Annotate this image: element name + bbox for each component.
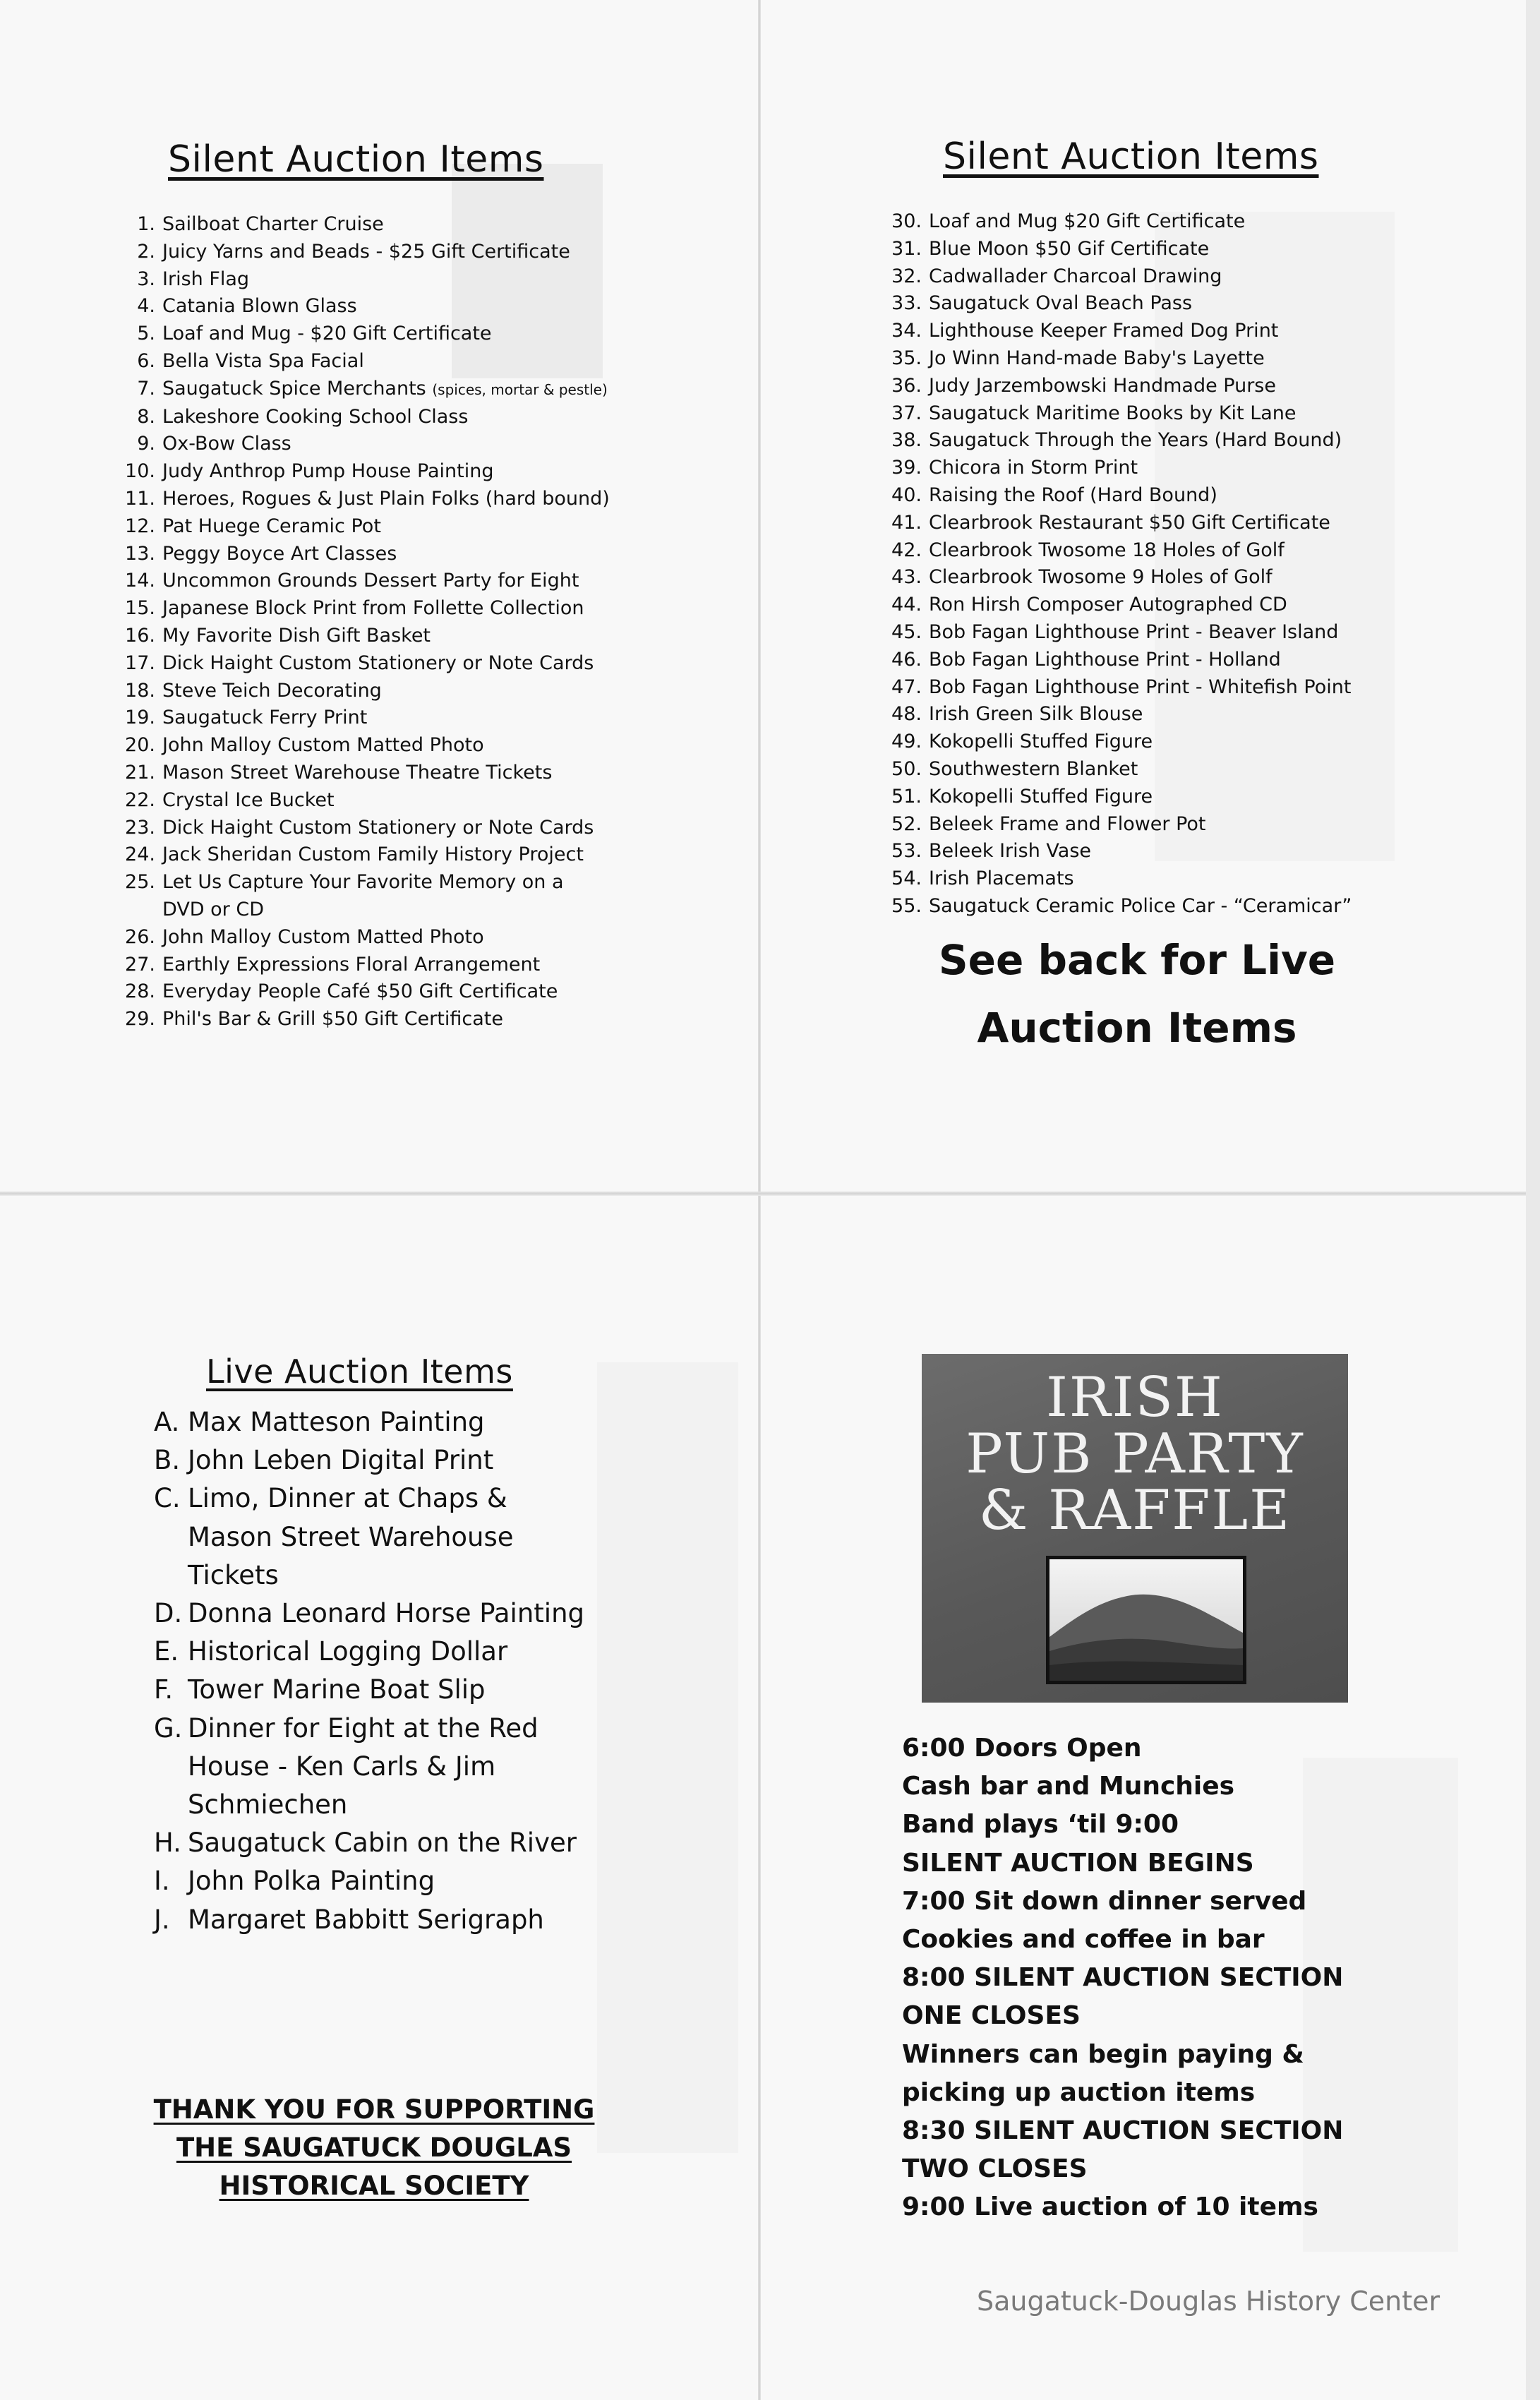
item-number: 35. xyxy=(891,347,922,369)
item-text: John Polka Painting xyxy=(188,1866,435,1897)
item-text: Dinner for Eight at the Red House - Ken Carls & Jim Schmiechen xyxy=(188,1712,539,1820)
item-number: 32. xyxy=(891,265,922,287)
item-text: Let Us Capture Your Favorite Memory on a DVD or CD xyxy=(162,871,564,920)
item-number: 30. xyxy=(891,210,922,232)
list-item xyxy=(889,208,1426,236)
silent-auction-list-left xyxy=(123,211,610,1033)
item-text: Steve Teich Decorating xyxy=(162,679,382,702)
list-item xyxy=(123,1006,610,1033)
item-text: Catania Blown Glass xyxy=(162,295,357,318)
item-number: 9. xyxy=(137,433,155,455)
item-text: Phil's Bar & Grill $50 Gift Certificate xyxy=(162,1008,503,1031)
item-number: 23. xyxy=(125,816,155,839)
item-text: Donna Leonard Horse Painting xyxy=(188,1598,585,1629)
list-item xyxy=(123,952,610,979)
cover-title-line: & RAFFLE xyxy=(978,1479,1292,1542)
list-item xyxy=(123,650,610,678)
item-number: 13. xyxy=(125,542,155,565)
item-text: Everyday People Café $50 Gift Certificate xyxy=(162,980,558,1003)
item-text: Southwestern Blanket xyxy=(929,757,1138,780)
silent-auction-title-left: Silent Auction Items xyxy=(168,138,544,181)
item-number: 21. xyxy=(125,761,155,784)
schedule-line: Band plays ‘til 9:00 xyxy=(902,1810,1179,1840)
item-text: Loaf and Mug $20 Gift Certificate xyxy=(929,210,1246,232)
item-letter: H. xyxy=(154,1828,181,1859)
item-text: Ox-Bow Class xyxy=(162,433,291,455)
item-text: Beleek Frame and Flower Pot xyxy=(929,812,1206,835)
schedule-line: Cookies and coffee in bar xyxy=(902,1925,1265,1955)
list-item xyxy=(123,458,610,486)
item-number: 14. xyxy=(125,570,155,592)
item-letter: C. xyxy=(154,1483,181,1514)
item-number: 8. xyxy=(137,405,155,428)
silent-auction-list-right xyxy=(889,208,1426,920)
item-text: Lakeshore Cooking School Class xyxy=(162,405,469,428)
schedule-line: 7:00 Sit down dinner served xyxy=(902,1886,1307,1916)
item-text: Judy Jarzembowski Handmade Purse xyxy=(929,374,1276,397)
item-number: 55. xyxy=(891,894,922,917)
list-item xyxy=(889,865,1426,893)
item-number: 52. xyxy=(891,812,922,835)
cover-title xyxy=(922,1366,1348,1542)
list-item xyxy=(889,482,1426,510)
schedule-line: 8:00 SILENT AUCTION SECTION ONE CLOSES xyxy=(902,1963,1344,2031)
list-item xyxy=(123,595,610,623)
item-number: 50. xyxy=(891,757,922,780)
hills-landscape-icon xyxy=(1049,1559,1243,1681)
item-number: 11. xyxy=(125,487,155,510)
list-item xyxy=(889,373,1426,400)
item-number: 41. xyxy=(891,511,922,534)
schedule-line: Winners can begin paying & picking up auction items xyxy=(902,2039,1304,2107)
item-number: 40. xyxy=(891,484,922,506)
list-item xyxy=(123,924,610,952)
item-number: 29. xyxy=(125,1008,155,1031)
item-text: Uncommon Grounds Dessert Party for Eight xyxy=(162,570,579,592)
item-number: 28. xyxy=(125,980,155,1003)
item-text: Pat Huege Ceramic Pot xyxy=(162,515,381,537)
item-text: John Leben Digital Print xyxy=(188,1445,494,1476)
item-text: Irish Flag xyxy=(162,268,250,290)
item-number: 19. xyxy=(125,707,155,729)
item-text: Dick Haight Custom Stationery or Note Cards xyxy=(162,652,594,674)
list-item xyxy=(123,541,610,568)
item-text: Irish Green Silk Blouse xyxy=(929,703,1143,726)
schedule-line: SILENT AUCTION BEGINS xyxy=(902,1848,1254,1878)
item-text: Margaret Babbitt Serigraph xyxy=(188,1904,544,1935)
item-text: Saugatuck Through the Years (Hard Bound) xyxy=(929,429,1342,452)
item-number: 15. xyxy=(125,597,155,620)
list-item xyxy=(123,320,610,348)
cover-title-line: PUB PARTY xyxy=(965,1422,1304,1486)
list-item xyxy=(123,293,610,320)
item-text: Judy Anthrop Pump House Painting xyxy=(162,460,494,483)
live-item xyxy=(154,1671,591,1709)
item-text: Saugatuck Spice Merchants xyxy=(162,377,426,400)
list-item xyxy=(123,732,610,760)
list-item xyxy=(123,404,610,431)
item-number: 7. xyxy=(137,377,155,400)
cover-title-line: IRISH xyxy=(1046,1366,1224,1429)
item-number: 31. xyxy=(891,237,922,260)
item-number: 22. xyxy=(125,788,155,811)
list-item xyxy=(889,619,1426,647)
item-number: 10. xyxy=(125,460,155,483)
item-number: 20. xyxy=(125,734,155,757)
item-text: Bob Fagan Lighthouse Print - Whitefish Point xyxy=(929,676,1352,698)
item-letter: A. xyxy=(154,1407,180,1437)
thank-you-line: THE SAUGATUCK DOUGLAS xyxy=(176,2132,572,2163)
item-text: Clearbrook Twosome 18 Holes of Golf xyxy=(929,539,1285,561)
item-text: Japanese Block Print from Follette Collection xyxy=(162,597,584,620)
item-letter: I. xyxy=(154,1866,170,1897)
item-text: Beleek Irish Vase xyxy=(929,840,1092,863)
schedule-line: 8:30 SILENT AUCTION SECTION TWO CLOSES xyxy=(902,2116,1344,2184)
item-number: 1. xyxy=(137,213,155,235)
list-item xyxy=(889,455,1426,482)
live-item xyxy=(154,1710,591,1825)
list-item xyxy=(123,431,610,458)
item-text: Limo, Dinner at Chaps & Mason Street Warehouse Tickets xyxy=(188,1483,514,1590)
schedule-line: 6:00 Doors Open xyxy=(902,1734,1142,1763)
item-text: Loaf and Mug - $20 Gift Certificate xyxy=(162,323,492,345)
live-item xyxy=(154,1633,591,1671)
item-text: John Malloy Custom Matted Photo xyxy=(162,734,484,757)
live-item xyxy=(154,1824,591,1862)
schedule-line: 9:00 Live auction of 10 items xyxy=(902,2192,1318,2222)
item-text: Saugatuck Ferry Print xyxy=(162,707,368,729)
item-number: 47. xyxy=(891,676,922,698)
list-item xyxy=(889,537,1426,565)
item-number: 6. xyxy=(137,349,155,372)
list-item xyxy=(889,592,1426,619)
live-item xyxy=(154,1441,591,1480)
item-number: 48. xyxy=(891,703,922,726)
item-letter: D. xyxy=(154,1598,183,1629)
event-schedule xyxy=(902,1729,1410,2227)
list-item xyxy=(889,838,1426,865)
schedule-line: Cash bar and Munchies xyxy=(902,1772,1235,1801)
item-number: 24. xyxy=(125,844,155,866)
item-number: 2. xyxy=(137,240,155,263)
item-number: 4. xyxy=(137,295,155,318)
list-item xyxy=(123,568,610,595)
item-text: Saugatuck Oval Beach Pass xyxy=(929,292,1193,315)
list-item xyxy=(123,978,610,1006)
list-item xyxy=(889,647,1426,674)
item-number: 38. xyxy=(891,429,922,452)
item-text: Peggy Boyce Art Classes xyxy=(162,542,397,565)
item-letter: B. xyxy=(154,1445,181,1476)
item-letter: F. xyxy=(154,1674,174,1705)
list-item xyxy=(889,427,1426,455)
list-item xyxy=(889,236,1426,263)
item-text: Saugatuck Cabin on the River xyxy=(188,1828,577,1859)
item-letter: E. xyxy=(154,1636,179,1667)
thank-you-note xyxy=(148,2091,600,2205)
list-item xyxy=(889,756,1426,784)
list-item xyxy=(889,893,1426,920)
item-text: Saugatuck Maritime Books by Kit Lane xyxy=(929,402,1297,424)
item-number: 16. xyxy=(125,624,155,647)
item-letter: G. xyxy=(154,1712,183,1744)
item-text: Saugatuck Ceramic Police Car - “Ceramicar” xyxy=(929,894,1352,917)
list-item xyxy=(889,263,1426,291)
item-text: Historical Logging Dollar xyxy=(188,1636,508,1667)
item-text: Irish Placemats xyxy=(929,868,1074,890)
list-item xyxy=(889,728,1426,756)
archive-credit: Saugatuck-Douglas History Center xyxy=(977,2286,1440,2317)
list-item xyxy=(123,760,610,787)
list-item xyxy=(123,678,610,705)
item-text: Earthly Expressions Floral Arrangement xyxy=(162,953,541,976)
item-number: 51. xyxy=(891,785,922,808)
item-number: 53. xyxy=(891,840,922,863)
item-text: Dick Haight Custom Stationery or Note Cards xyxy=(162,816,594,839)
item-number: 18. xyxy=(125,679,155,702)
item-number: 43. xyxy=(891,566,922,589)
item-text: Chicora in Storm Print xyxy=(929,457,1138,479)
live-auction-list xyxy=(154,1403,591,1939)
list-item xyxy=(123,486,610,513)
item-number: 17. xyxy=(125,652,155,674)
item-number: 25. xyxy=(125,871,155,894)
item-text: Kokopelli Stuffed Figure xyxy=(929,731,1153,753)
list-item xyxy=(123,869,610,924)
thank-you-line: THANK YOU FOR SUPPORTING xyxy=(153,2094,595,2125)
list-item xyxy=(889,318,1426,345)
see-back-line-1: See back for Live xyxy=(938,936,1336,984)
list-item xyxy=(123,266,610,294)
list-item xyxy=(123,376,610,404)
horizontal-fold xyxy=(0,1192,1540,1196)
item-text: Cadwallader Charcoal Drawing xyxy=(929,265,1222,287)
vertical-fold xyxy=(758,0,761,2400)
item-number: 46. xyxy=(891,648,922,671)
item-subtext: (spices, mortar & pestle) xyxy=(432,380,608,398)
item-text: Blue Moon $50 Gif Certificate xyxy=(929,237,1210,260)
silent-auction-title-right: Silent Auction Items xyxy=(943,136,1319,178)
item-text: My Favorite Dish Gift Basket xyxy=(162,624,431,647)
item-number: 5. xyxy=(137,323,155,345)
item-text: Clearbrook Twosome 9 Holes of Golf xyxy=(929,566,1273,589)
item-text: Tower Marine Boat Slip xyxy=(188,1674,486,1705)
item-number: 3. xyxy=(137,268,155,290)
landscape-photo xyxy=(1046,1556,1246,1684)
list-item xyxy=(123,211,610,239)
item-text: Bella Vista Spa Facial xyxy=(162,349,364,372)
list-item xyxy=(123,704,610,732)
item-text: Clearbrook Restaurant $50 Gift Certificate xyxy=(929,511,1330,534)
list-item xyxy=(123,623,610,650)
list-item xyxy=(123,787,610,815)
item-number: 33. xyxy=(891,292,922,315)
live-item xyxy=(154,1403,591,1441)
item-number: 54. xyxy=(891,868,922,890)
item-text: Juicy Yarns and Beads - $25 Gift Certificate xyxy=(162,240,570,263)
list-item xyxy=(123,239,610,266)
list-item xyxy=(889,290,1426,318)
page-edge xyxy=(1526,0,1540,2400)
item-text: Mason Street Warehouse Theatre Tickets xyxy=(162,761,553,784)
item-text: Raising the Roof (Hard Bound) xyxy=(929,484,1217,506)
item-number: 27. xyxy=(125,953,155,976)
list-item xyxy=(123,348,610,376)
list-item xyxy=(123,815,610,842)
list-item xyxy=(889,510,1426,537)
live-item xyxy=(154,1901,591,1939)
item-number: 34. xyxy=(891,320,922,342)
see-back-note xyxy=(858,926,1416,1062)
item-number: 36. xyxy=(891,374,922,397)
item-text: Jo Winn Hand-made Baby's Layette xyxy=(929,347,1265,369)
live-item xyxy=(154,1862,591,1900)
see-back-line-2: Auction Items xyxy=(977,1004,1297,1052)
item-number: 12. xyxy=(125,515,155,537)
list-item xyxy=(889,784,1426,811)
list-item xyxy=(889,701,1426,728)
live-item xyxy=(154,1480,591,1595)
thank-you-line: HISTORICAL SOCIETY xyxy=(219,2171,529,2201)
item-text: Bob Fagan Lighthouse Print - Beaver Island xyxy=(929,620,1339,643)
live-item xyxy=(154,1595,591,1633)
item-number: 37. xyxy=(891,402,922,424)
item-number: 42. xyxy=(891,539,922,561)
item-text: Kokopelli Stuffed Figure xyxy=(929,785,1153,808)
list-item xyxy=(123,513,610,541)
list-item xyxy=(889,674,1426,702)
item-text: Lighthouse Keeper Framed Dog Print xyxy=(929,320,1279,342)
item-text: Crystal Ice Bucket xyxy=(162,788,335,811)
item-number: 49. xyxy=(891,731,922,753)
item-letter: J. xyxy=(154,1904,170,1935)
item-text: Ron Hirsh Composer Autographed CD xyxy=(929,594,1287,616)
item-text: Bob Fagan Lighthouse Print - Holland xyxy=(929,648,1281,671)
item-number: 39. xyxy=(891,457,922,479)
item-text: Heroes, Rogues & Just Plain Folks (hard bound) xyxy=(162,487,610,510)
list-item xyxy=(889,811,1426,839)
item-text: Max Matteson Painting xyxy=(188,1407,485,1437)
list-item xyxy=(889,400,1426,428)
event-cover-art xyxy=(922,1354,1348,1703)
list-item xyxy=(123,841,610,869)
item-number: 44. xyxy=(891,594,922,616)
list-item xyxy=(889,345,1426,373)
item-text: Sailboat Charter Cruise xyxy=(162,213,384,235)
live-auction-title: Live Auction Items xyxy=(206,1352,513,1391)
item-text: John Malloy Custom Matted Photo xyxy=(162,925,484,948)
item-text: Jack Sheridan Custom Family History Project xyxy=(162,844,584,866)
item-number: 26. xyxy=(125,925,155,948)
item-number: 45. xyxy=(891,620,922,643)
list-item xyxy=(889,564,1426,592)
